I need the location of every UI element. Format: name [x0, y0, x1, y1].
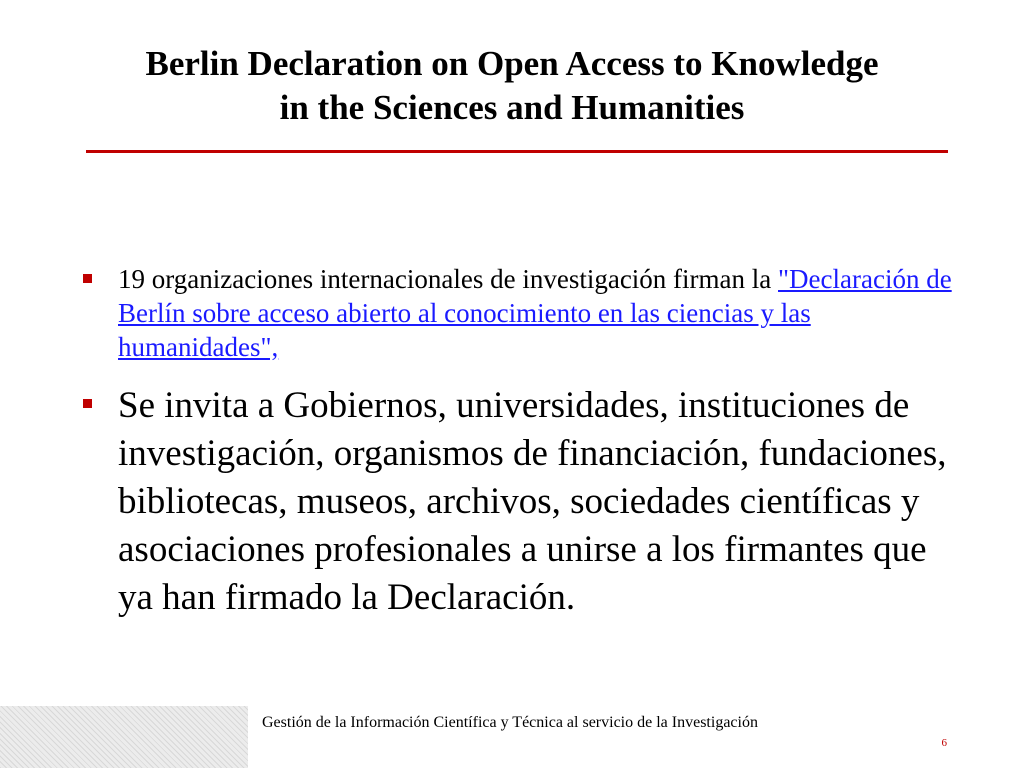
slide-title-line-1: Berlin Declaration on Open Access to Knowledge — [145, 44, 879, 83]
page-number: 6 — [941, 737, 947, 749]
bullet-item-signatories — [80, 262, 960, 364]
footer-text: Gestión de la Información Científica y Técnica al servicio de la Investigación — [262, 714, 758, 731]
square-bullet-icon — [83, 274, 92, 283]
square-bullet-icon — [83, 399, 92, 408]
title-divider — [86, 150, 948, 153]
slide-title-line-2: in the Sciences and Humanities — [279, 88, 745, 127]
bullet-text: Se invita a Gobiernos, universidades, instituciones de investigación, organismos de financiación, fundaciones, bibliotecas, museos, archivos, sociedades científicas y asociaciones profesionales a unirse a los firmantes que ya han firmado la Declaración. — [118, 385, 947, 618]
slide-title — [60, 42, 964, 130]
berlin-declaration-link[interactable]: "Declaración de Berlín sobre acceso abierto al conocimiento en las ciencias y las humanidades", — [118, 264, 952, 362]
bullet-text: 19 organizaciones internacionales de investigación firman la — [118, 264, 779, 294]
bullet-item-invitation — [80, 382, 960, 622]
bullet-list — [80, 262, 960, 622]
